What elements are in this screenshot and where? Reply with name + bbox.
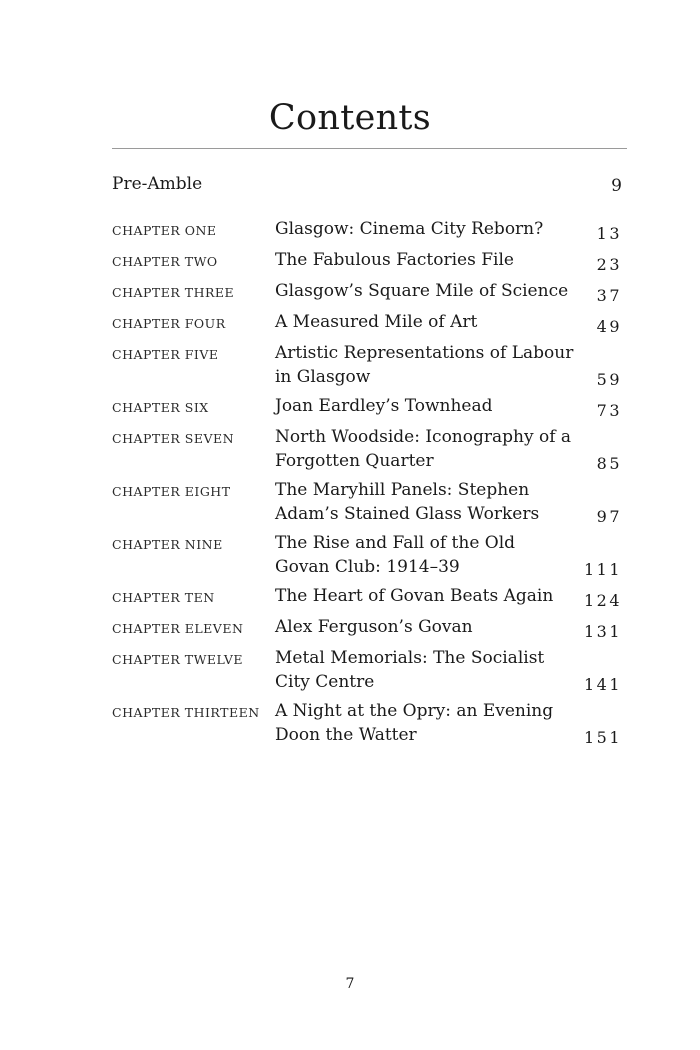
chapter-page-number: 73	[596, 400, 622, 420]
toc-entry[interactable]	[112, 647, 622, 694]
chapter-title: The Maryhill Panels: Stephen Adam’s Stained Glass Workers	[275, 480, 540, 524]
table-of-contents	[112, 218, 622, 753]
chapter-page-number: 13	[596, 223, 622, 243]
toc-entry[interactable]	[112, 395, 622, 420]
chapter-label: CHAPTER TEN	[112, 590, 215, 605]
chapter-label: CHAPTER TWELVE	[112, 652, 244, 667]
chapter-label: CHAPTER ELEVEN	[112, 621, 244, 636]
toc-entry[interactable]	[112, 218, 622, 243]
chapter-page-number: 131	[583, 621, 622, 641]
chapter-title: Glasgow’s Square Mile of Science	[275, 281, 569, 301]
chapter-title: Alex Ferguson’s Govan	[275, 617, 473, 637]
chapter-title: A Measured Mile of Art	[275, 312, 478, 332]
chapter-label: CHAPTER THIRTEEN	[112, 705, 260, 720]
chapter-label: CHAPTER TWO	[112, 254, 218, 269]
preamble-page-number: 9	[611, 176, 622, 196]
chapter-label: CHAPTER SIX	[112, 400, 209, 415]
toc-entry[interactable]	[112, 479, 622, 526]
chapter-title: Joan Eardley’s Townhead	[275, 396, 493, 416]
chapter-title: The Rise and Fall of the Old Govan Club: 1914–39	[275, 533, 516, 577]
title-divider	[112, 148, 627, 149]
chapter-page-number: 85	[596, 453, 622, 473]
chapter-title: North Woodside: Iconography of a Forgotten Quarter	[275, 427, 572, 471]
toc-entry[interactable]	[112, 532, 622, 579]
chapter-page-number: 49	[596, 316, 622, 336]
toc-entry[interactable]	[112, 585, 622, 610]
chapter-title: Glasgow: Cinema City Reborn?	[275, 219, 544, 239]
page-folio: 7	[345, 976, 355, 992]
chapter-page-number: 59	[596, 369, 622, 389]
toc-entry[interactable]	[112, 311, 622, 336]
toc-entry[interactable]	[112, 426, 622, 473]
toc-entry[interactable]	[112, 280, 622, 305]
page-title: Contents	[268, 98, 432, 138]
preamble-title: Pre-Amble	[112, 174, 203, 194]
chapter-title: The Fabulous Factories File	[275, 250, 514, 270]
chapter-label: CHAPTER FIVE	[112, 347, 219, 362]
chapter-page-number: 23	[596, 254, 622, 274]
chapter-label: CHAPTER SEVEN	[112, 431, 235, 446]
chapter-label: CHAPTER THREE	[112, 285, 235, 300]
chapter-title: A Night at the Opry: an Evening Doon the Watter	[275, 701, 554, 745]
chapter-title: The Heart of Govan Beats Again	[275, 586, 554, 606]
chapter-label: CHAPTER NINE	[112, 537, 223, 552]
toc-entry[interactable]	[112, 342, 622, 389]
chapter-label: CHAPTER ONE	[112, 223, 217, 238]
chapter-label: CHAPTER EIGHT	[112, 484, 231, 499]
chapter-title: Artistic Representations of Labour in Glasgow	[275, 343, 574, 387]
chapter-page-number: 151	[583, 727, 622, 747]
toc-entry[interactable]	[112, 249, 622, 274]
chapter-label: CHAPTER FOUR	[112, 316, 226, 331]
chapter-page-number: 37	[596, 285, 622, 305]
chapter-title: Metal Memorials: The Socialist City Centre	[275, 648, 545, 692]
chapter-page-number: 141	[583, 674, 622, 694]
chapter-page-number: 111	[583, 559, 622, 579]
chapter-page-number: 97	[596, 506, 622, 526]
toc-entry[interactable]	[112, 616, 622, 641]
toc-entry[interactable]	[112, 700, 622, 747]
chapter-page-number: 124	[583, 590, 622, 610]
